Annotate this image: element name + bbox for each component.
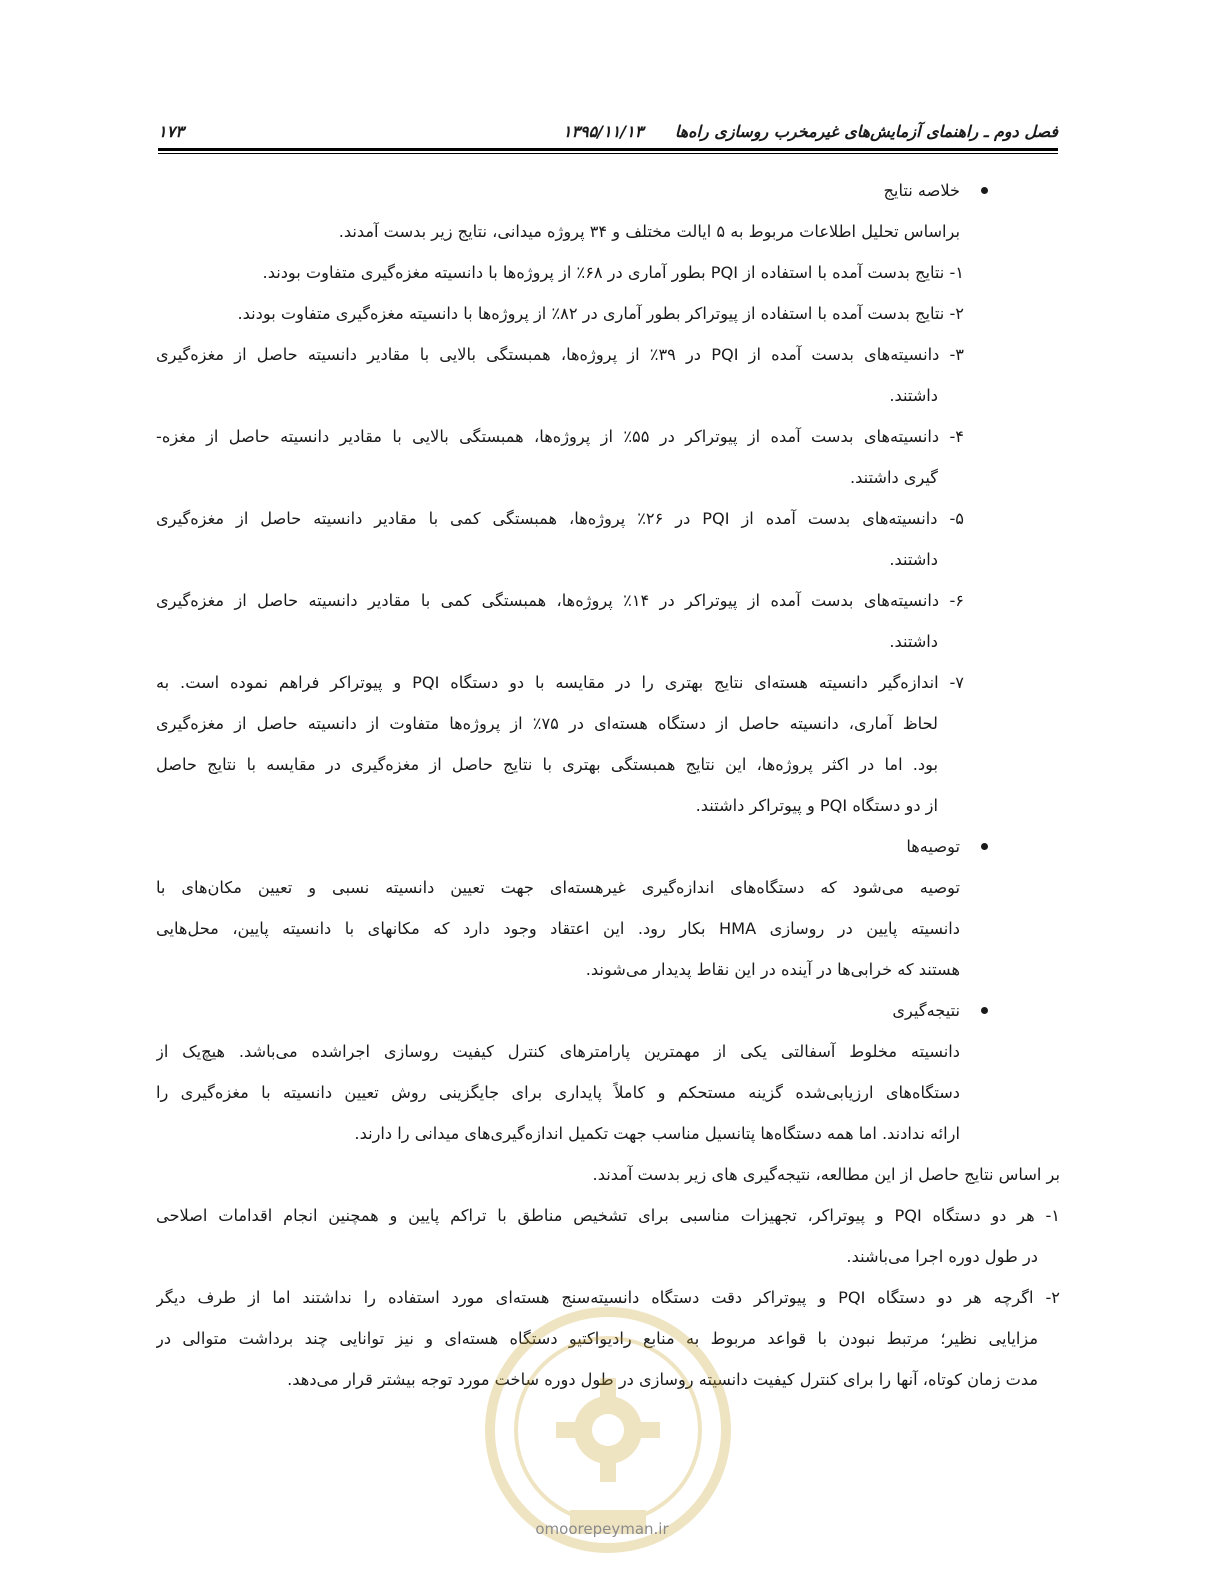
summary-item-1: ۱- نتایج بدست آمده با استفاده از PQI بطور آماری در ۶۸٪ از پروژه‌ها با دانسیته مغزه‌گیری متفاوت بودند. [262, 263, 964, 282]
summary-item-3: ۳- دانسیته‌های بدست آمده از PQI در ۳۹٪ از پروژه‌ها، همبستگی بالایی با مقادیر دانسیته حاصل از مغزه‌گیری [156, 345, 964, 364]
conclusion-line-2: دستگاه‌های ارزیابی‌شده گزینه مستحکم و کاملاً پایداری برای جایگزینی روش تعیین دانسیته با مغزه‌گیری را [156, 1083, 960, 1102]
header-rule-thin [158, 153, 1058, 154]
conclusion-line-3: ارائه ندادند. اما همه دستگاه‌ها پتانسیل مناسب جهت تکمیل اندازه‌گیری‌های میدانی را دارند. [354, 1124, 960, 1143]
summary-item-5-cont: داشتند. [889, 550, 938, 569]
running-title [563, 122, 1058, 141]
summary-item-2: ۲- نتایج بدست آمده با استفاده از پیوتراکر بطور آماری در ۸۲٪ از پروژه‌ها با دانسیته مغزه‌گیری متفاوت بودند. [237, 304, 964, 323]
summary-item-5: ۵- دانسیته‌های بدست آمده از PQI در ۲۶٪ پروژه‌ها، همبستگی کمی با مقادیر دانسیته حاصل از مغزه‌گیری [156, 509, 964, 528]
conclusion-lead: بر اساس نتایج حاصل از این مطالعه، نتیجه‌گیری های زیر بدست آمدند. [592, 1165, 1060, 1184]
conclusion-heading: نتیجه‌گیری [156, 990, 1060, 1031]
recommendations-line-1: توصیه می‌شود که دستگاه‌های اندازه‌گیری غیرهسته‌ای جهت تعیین دانسیته نسبی و تعیین مکان‌های با [156, 878, 960, 897]
summary-item-6-cont: داشتند. [889, 632, 938, 651]
conclusion-item-2: ۲- اگرچه هر دو دستگاه PQI و پیوتراکر دقت دستگاه دانسیته‌سنج هسته‌ای مورد استفاده را نداشتند اما از طرف دیگر [156, 1288, 1060, 1307]
summary-item-7-cont-3: از دو دستگاه PQI و پیوتراکر داشتند. [695, 796, 938, 815]
summary-heading: خلاصه نتایج [156, 170, 1060, 211]
bullet-icon [981, 187, 988, 194]
page-number: ۱۷۳ [158, 122, 184, 141]
bullet-icon [981, 1007, 988, 1014]
bullet-icon [981, 843, 988, 850]
header-date: ۱۳۹۵/۱۱/۱۳ [562, 122, 644, 141]
conclusion-item-2-cont-2: مدت زمان کوتاه، آنها را برای کنترل کیفیت دانسیته روسازی در طول دوره ساخت مورد توجه بیشتر قرار می‌دهد. [287, 1370, 1038, 1389]
conclusion-list [156, 1195, 1060, 1400]
conclusion-item-1-cont: در طول دوره اجرا می‌باشند. [846, 1247, 1038, 1266]
summary-item-7-cont-2: بود. اما در اکثر پروژه‌ها، این نتایج همبستگی بهتری با نتایج حاصل از مغزه‌گیری در مقایسه با نتایج حاصل [156, 755, 938, 774]
watermark-site: omoorepeyman.ir [535, 1520, 669, 1538]
conclusion-line-1: دانسیته مخلوط آسفالتی یکی از مهمترین پارامترهای کنترل کیفیت روسازی اجراشده می‌باشد. هیچ‌یک از [156, 1042, 960, 1061]
page-header [158, 118, 1058, 152]
recommendations-line-3: هستند که خرابی‌ها در آینده در این نقاط پدیدار می‌شوند. [585, 960, 960, 979]
page-body [156, 170, 1060, 1400]
summary-item-3-cont: داشتند. [889, 386, 938, 405]
summary-item-4-cont: گیری داشتند. [849, 468, 938, 487]
summary-item-7: ۷- اندازه‌گیر دانسیته هسته‌ای نتایج بهتری را در مقایسه با دو دستگاه PQI و پیوتراکر فراهم نموده است. به [156, 673, 964, 692]
summary-intro: براساس تحلیل اطلاعات مربوط به ۵ ایالت مختلف و ۳۴ پروژه میدانی، نتایج زیر بدست آمدند. [338, 222, 960, 241]
recommendations-heading: توصیه‌ها [156, 826, 1060, 867]
summary-item-7-cont-1: لحاظ آماری، دانسیته حاصل از دستگاه هسته‌ای در ۷۵٪ از پروژه‌ها متفاوت از دانسیته حاصل از مغزه‌گیری [156, 714, 938, 733]
conclusion-item-2-cont-1: مزایایی نظیر؛ مرتبط نبودن با قواعد مربوط به منابع رادیواکتیو دستگاه هسته‌ای و نیز توانایی چند برداشت متوالی در [156, 1329, 1038, 1348]
header-rule-thick [158, 148, 1058, 151]
header-title: فصل دوم ـ راهنمای آزمایش‌های غیرمخرب روسازی راه‌ها [674, 122, 1058, 141]
recommendations-line-2: دانسیته پایین در روسازی HMA بکار رود. این اعتقاد وجود دارد که مکانهای با دانسیته پایین، محل‌هایی [156, 919, 960, 938]
summary-item-6: ۶- دانسیته‌های بدست آمده از پیوتراکر در ۱۴٪ پروژه‌ها، همبستگی کمی با مقادیر دانسیته حاصل از مغزه‌گیری [156, 591, 964, 610]
summary-item-4: ۴- دانسیته‌های بدست آمده از پیوتراکر در ۵۵٪ از پروژه‌ها، همبستگی بالایی با مقادیر دانسیته حاصل از مغزه- [156, 427, 964, 446]
conclusion-item-1: ۱- هر دو دستگاه PQI و پیوتراکر، تجهیزات مناسبی برای تشخیص مناطق با تراکم پایین و همچنین انجام اقدامات اصلاحی [156, 1206, 1060, 1225]
